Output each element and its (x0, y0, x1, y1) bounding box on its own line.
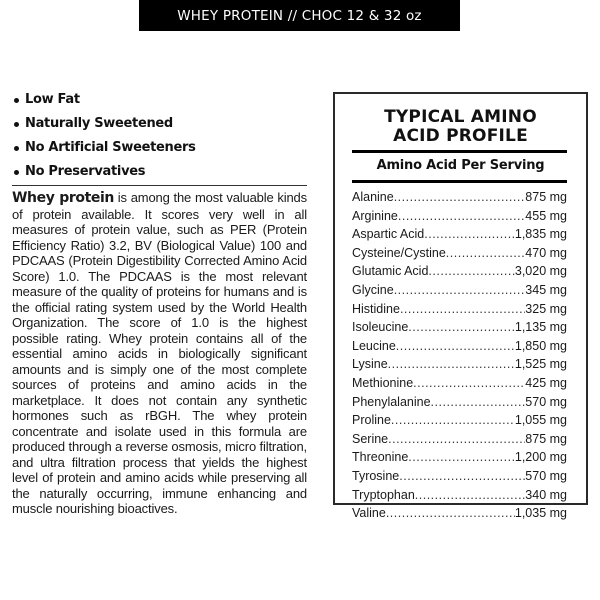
amino-row (352, 207, 567, 226)
dot-leader (446, 244, 526, 263)
feature-label: Naturally Sweetened (25, 116, 173, 131)
dot-leader (386, 504, 515, 523)
feature-item (12, 112, 307, 136)
feature-label: No Artificial Sweeteners (25, 140, 196, 155)
amino-name: Leucine (352, 338, 396, 353)
amino-name: Methionine (352, 375, 414, 390)
section-divider (12, 185, 307, 186)
dot-leader (388, 355, 515, 374)
amino-value: 875 mg (525, 190, 567, 204)
dot-leader (391, 411, 515, 430)
amino-name: Arginine (352, 208, 398, 223)
dot-leader (428, 262, 514, 281)
amino-name: Threonine (352, 450, 409, 465)
amino-row (352, 300, 567, 319)
bullet-icon (14, 146, 19, 151)
bullet-icon (14, 170, 19, 175)
amino-value: 1,055 mg (514, 413, 567, 428)
amino-value: 1,525 mg (514, 357, 567, 372)
amino-name: Glycine (352, 282, 394, 297)
amino-name: Glutamic Acid (352, 264, 429, 279)
amino-name: Alanine (352, 190, 394, 204)
bullet-icon (14, 98, 19, 103)
feature-label: Low Fat (25, 92, 80, 107)
amino-row (352, 486, 567, 505)
amino-value: 425 mg (525, 375, 567, 390)
amino-row (352, 262, 567, 281)
amino-row (352, 318, 567, 337)
amino-name: Lysine (352, 357, 388, 372)
dot-leader (394, 281, 526, 300)
amino-name: Tyrosine (352, 468, 400, 483)
amino-name: Valine (352, 506, 386, 521)
title-rule (352, 150, 567, 153)
amino-value: 340 mg (525, 487, 567, 502)
feature-item (12, 160, 307, 184)
amino-value: 1,850 mg (514, 338, 567, 353)
amino-value: 1,835 mg (514, 227, 567, 242)
amino-name: Isoleucine (352, 320, 409, 335)
dot-leader (408, 448, 515, 467)
panel-title (335, 108, 586, 146)
feature-item (12, 136, 307, 160)
amino-value: 3,020 mg (514, 264, 567, 279)
dot-leader (388, 430, 525, 449)
dot-leader (400, 300, 525, 319)
amino-row (352, 355, 567, 374)
dot-leader (396, 337, 515, 356)
amino-name: Proline (352, 413, 391, 428)
panel-subtitle: Amino Acid Per Serving (376, 158, 545, 173)
amino-value: 1,035 mg (514, 506, 567, 521)
amino-row (352, 337, 567, 356)
amino-row (352, 225, 567, 244)
amino-value: 325 mg (525, 301, 567, 316)
header-title: WHEY PROTEIN // CHOC 12 & 32 oz (177, 7, 422, 24)
amino-row (352, 188, 567, 207)
amino-value: 455 mg (525, 208, 567, 223)
amino-row (352, 374, 567, 393)
panel-title-line1: TYPICAL AMINO (384, 107, 537, 127)
amino-row (352, 411, 567, 430)
dot-leader (431, 393, 526, 412)
amino-name: Serine (352, 431, 389, 446)
feature-list (12, 88, 307, 184)
amino-name: Histidine (352, 301, 400, 316)
amino-row (352, 430, 567, 449)
panel-title-line2: ACID PROFILE (393, 126, 528, 146)
dot-leader (399, 467, 525, 486)
feature-label: No Preservatives (25, 164, 146, 179)
amino-name: Cysteine/Cystine (352, 245, 446, 260)
amino-value: 875 mg (525, 431, 567, 446)
dot-leader (424, 225, 515, 244)
amino-value: 1,200 mg (514, 450, 567, 465)
feature-item (12, 88, 307, 112)
amino-value: 1,135 mg (514, 320, 567, 335)
amino-row (352, 281, 567, 300)
amino-value: 345 mg (525, 282, 567, 297)
amino-value: 470 mg (525, 245, 567, 260)
amino-name: Phenylalanine (352, 394, 431, 409)
amino-name: Aspartic Acid (352, 227, 425, 242)
dot-leader (413, 374, 525, 393)
dot-leader (394, 188, 526, 207)
amino-row (352, 467, 567, 486)
description-lead: Whey protein (12, 190, 114, 206)
bullet-icon (14, 122, 19, 127)
description-text: is among the most valuable kinds of protein available. It scores very well in all measures of protein value, such as PER (Protein Efficiency Ratio) 3.2, BV (Biological Value) 100 and PDCAAS (Protein Digestibility Corrected Amino Acid Score) 1.0. The PDCAAS is the most relevant measure of the quality of proteins for humans and is the official rating system used by the World Health Organization. The score of 1.0 is the highest possible rating. Whey protein contains all of the essential amino acids in biologically significant amounts and is simply one of the most complete sources of proteins and amino acids in the marketplace. It does not contain any synthetic hormones such as rBGH. The whey protein concentrate and isolate used in this formula are produced through a reverse osmosis, micro filtration, and ultra filtration process that yields the highest level of protein and amino acids while preserving all the naturally occurring, immune enhancing and muscle nourishing bioactives. (12, 190, 307, 516)
amino-name: Tryptophan (352, 487, 415, 502)
amino-row (352, 393, 567, 412)
amino-acid-panel (333, 92, 588, 521)
amino-row (352, 244, 567, 263)
dot-leader (408, 318, 515, 337)
amino-row (352, 504, 567, 523)
subtitle-rule (352, 180, 567, 183)
header-bar (139, 0, 460, 31)
left-column (12, 88, 307, 530)
description-paragraph (12, 190, 307, 517)
amino-value: 570 mg (525, 394, 567, 409)
amino-value: 570 mg (525, 468, 567, 483)
dot-leader (398, 207, 525, 226)
amino-acid-list (352, 188, 567, 523)
dot-leader (415, 486, 526, 505)
amino-row (352, 448, 567, 467)
